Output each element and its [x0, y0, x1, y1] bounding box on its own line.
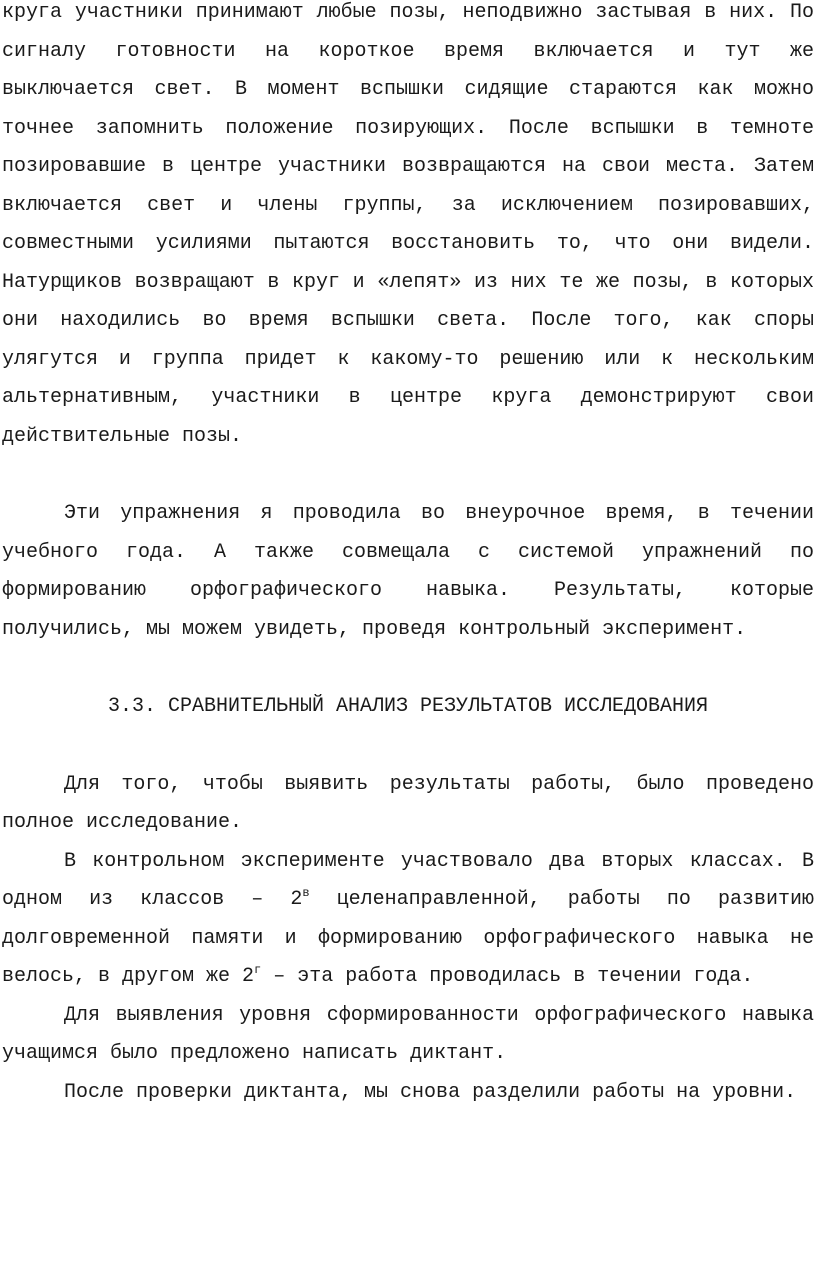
paragraph-text: Для выявления уровня сформированности орфографического навыка учащимся было предложено написать диктант.: [2, 1003, 814, 1065]
text-run: – эта работа проводилась в течении года.: [261, 965, 754, 988]
paragraph-text: После проверки диктанта, мы снова разделили работы на уровни.: [64, 1080, 797, 1104]
paragraph-spacer: [2, 727, 814, 766]
paragraph-text: Эти упражнения я проводила во внеурочное время, в течении учебного года. А также совмещала с системой упражнений по формированию орфографического навыка. Результаты, которые получились, мы можем увидеть, проведя контрольный эксперимент.: [2, 502, 814, 641]
section-heading: 3.3. СРАВНИТЕЛЬНЫЙ АНАЛИЗ РЕЗУЛЬТАТОВ ИССЛЕДОВАНИЯ: [107, 695, 709, 718]
document-page: [2, 0, 814, 1112]
paragraph-text: [2, 843, 814, 997]
paragraph-spacer: [2, 649, 814, 688]
text-run: В контрольном эксперименте участвовало два вторых классах. В одном из классов – 2: [2, 849, 814, 911]
text-run: целенаправленной, работы по развитию долговременной памяти и формированию орфографического навыка не велось, в другом же 2: [2, 888, 814, 988]
paragraph-text: Для того, чтобы выявить результаты работы, было проведено полное исследование.: [2, 772, 814, 834]
class-letter-superscript: в: [302, 886, 310, 900]
class-letter-superscript: г: [254, 963, 262, 977]
paragraph-spacer: [2, 456, 814, 495]
paragraph-text: круга участники принимают любые позы, неподвижно застывая в них. По сигналу готовности на короткое время включается и тут же выключается свет. В момент вспышки сидящие стараются как можно точнее запомнить положение позирующих. После вспышки в темноте позировавшие в центре участники возвращаются на свои места. Затем включается свет и члены группы, за исключением позировавших, совместными усилиями пытаются восстановить то, что они видели. Натурщиков возвращают в круг и «лепят» из них те же позы, в которых они находились во время вспышки света. После того, как споры улягутся и группа придет к какому-то решению или к нескольким альтернативным, участники в центре круга демонстрируют свои действительные позы.: [2, 1, 814, 448]
